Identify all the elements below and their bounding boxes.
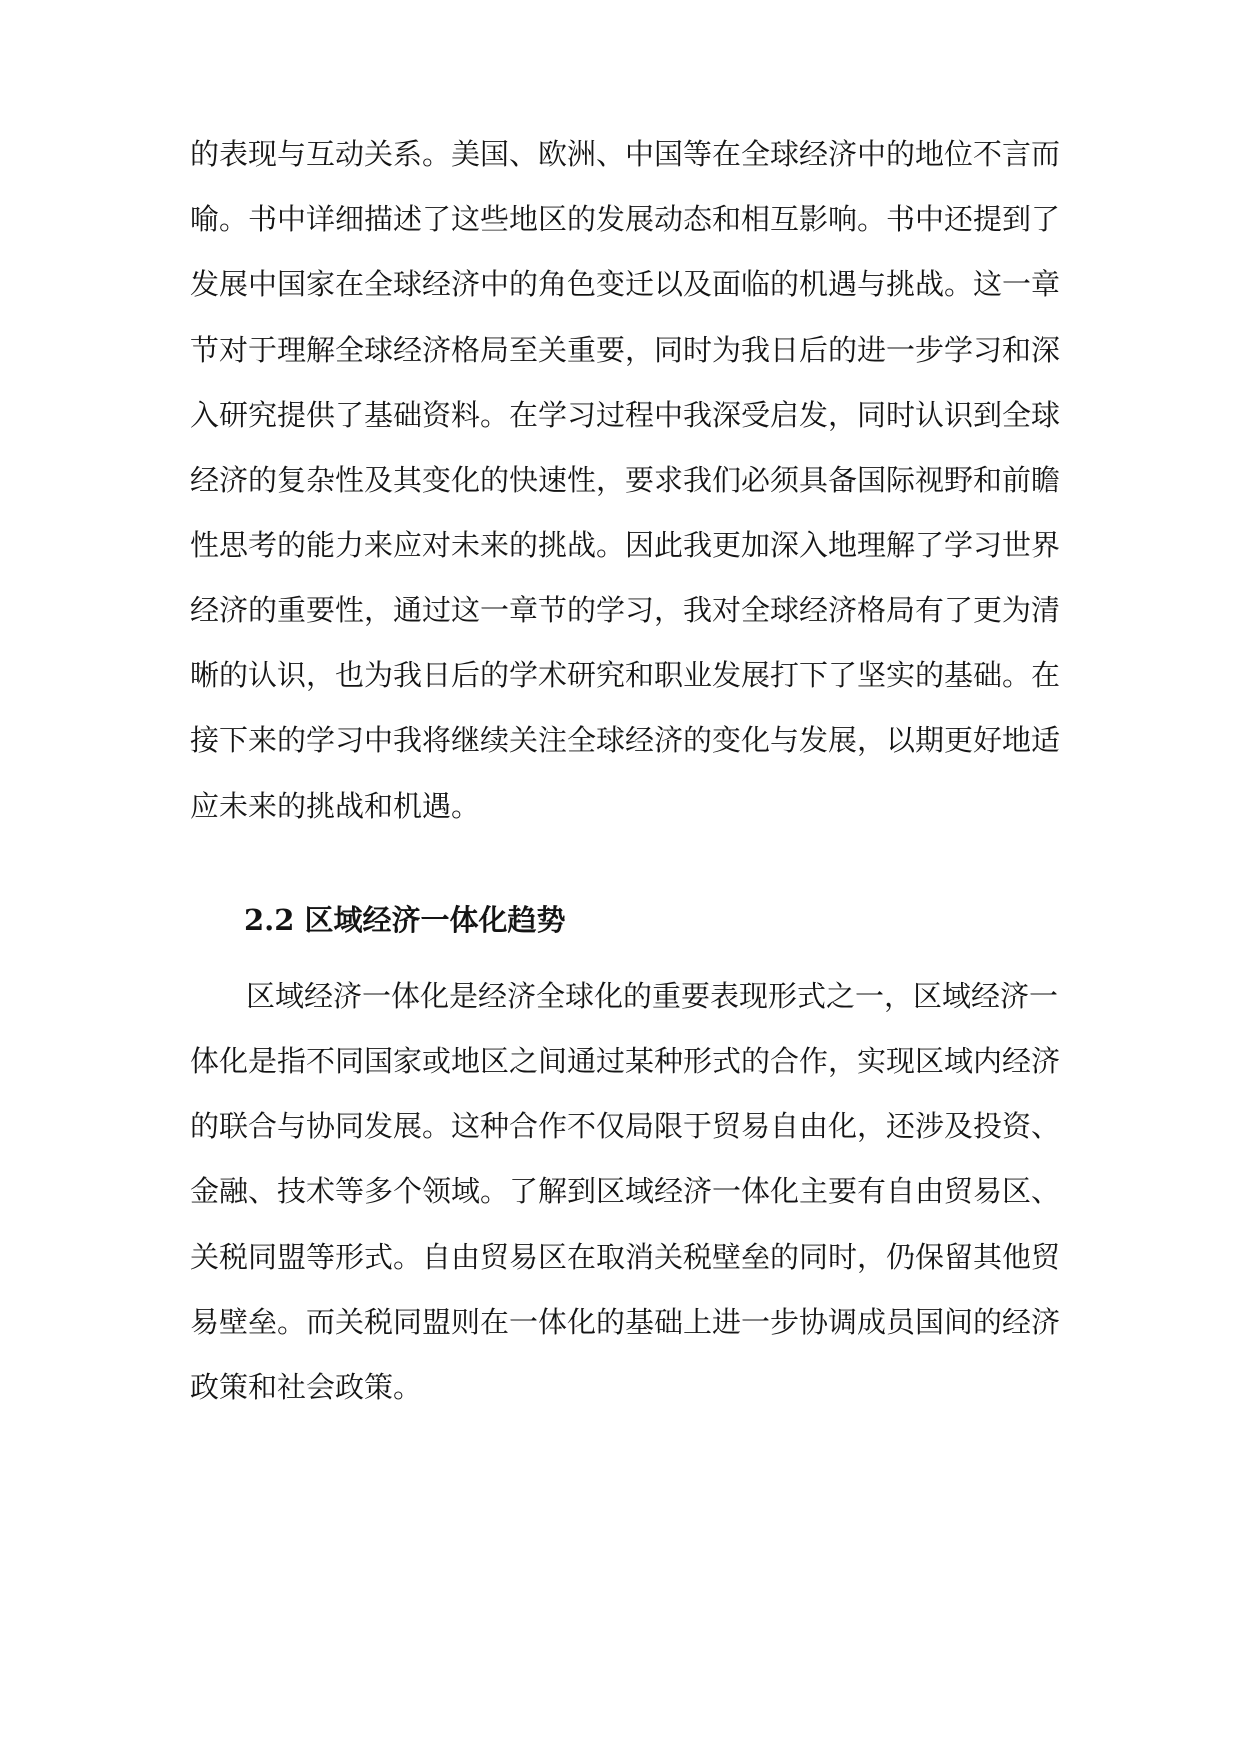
paragraph-line: 入研究提供了基础资料。在学习过程中我深受启发，同时认识到全球 xyxy=(190,398,1061,432)
paragraph-line: 晰的认识，也为我日后的学术研究和职业发展打下了坚实的基础。在 xyxy=(190,658,1061,692)
paragraph-line: 的联合与协同发展。这种合作不仅局限于贸易自由化，还涉及投资、 xyxy=(190,1109,1061,1143)
paragraph-line: 区域经济一体化是经济全球化的重要表现形式之一，区域经济一 xyxy=(246,979,1059,1013)
paragraph-line: 政策和社会政策。 xyxy=(190,1370,423,1404)
paragraph-line: 接下来的学习中我将继续关注全球经济的变化与发展，以期更好地适 xyxy=(190,723,1061,757)
paragraph-line: 发展中国家在全球经济中的角色变迁以及面临的机遇与挑战。这一章 xyxy=(190,267,1061,301)
paragraph-line: 应未来的挑战和机遇。 xyxy=(190,789,481,823)
paragraph-line: 易壁垒。而关税同盟则在一体化的基础上进一步协调成员国间的经济 xyxy=(190,1305,1061,1339)
paragraph-line: 体化是指不同国家或地区之间通过某种形式的合作，实现区域内经济 xyxy=(190,1044,1061,1078)
section-heading: 2.2 区域经济一体化趋势 xyxy=(244,903,566,937)
paragraph-line: 喻。书中详细描述了这些地区的发展动态和相互影响。书中还提到了 xyxy=(190,202,1061,236)
paragraph-line: 经济的重要性，通过这一章节的学习，我对全球经济格局有了更为清 xyxy=(190,593,1061,627)
paragraph-line: 的表现与互动关系。美国、欧洲、中国等在全球经济中的地位不言而 xyxy=(190,137,1061,171)
paragraph-line: 关税同盟等形式。自由贸易区在取消关税壁垒的同时，仍保留其他贸 xyxy=(190,1240,1061,1274)
paragraph-line: 节对于理解全球经济格局至关重要，同时为我日后的进一步学习和深 xyxy=(190,333,1061,367)
paragraph-line: 经济的复杂性及其变化的快速性，要求我们必须具备国际视野和前瞻 xyxy=(190,463,1061,497)
paragraph-line: 金融、技术等多个领域。了解到区域经济一体化主要有自由贸易区、 xyxy=(190,1174,1061,1208)
paragraph-line: 性思考的能力来应对未来的挑战。因此我更加深入地理解了学习世界 xyxy=(190,528,1061,562)
